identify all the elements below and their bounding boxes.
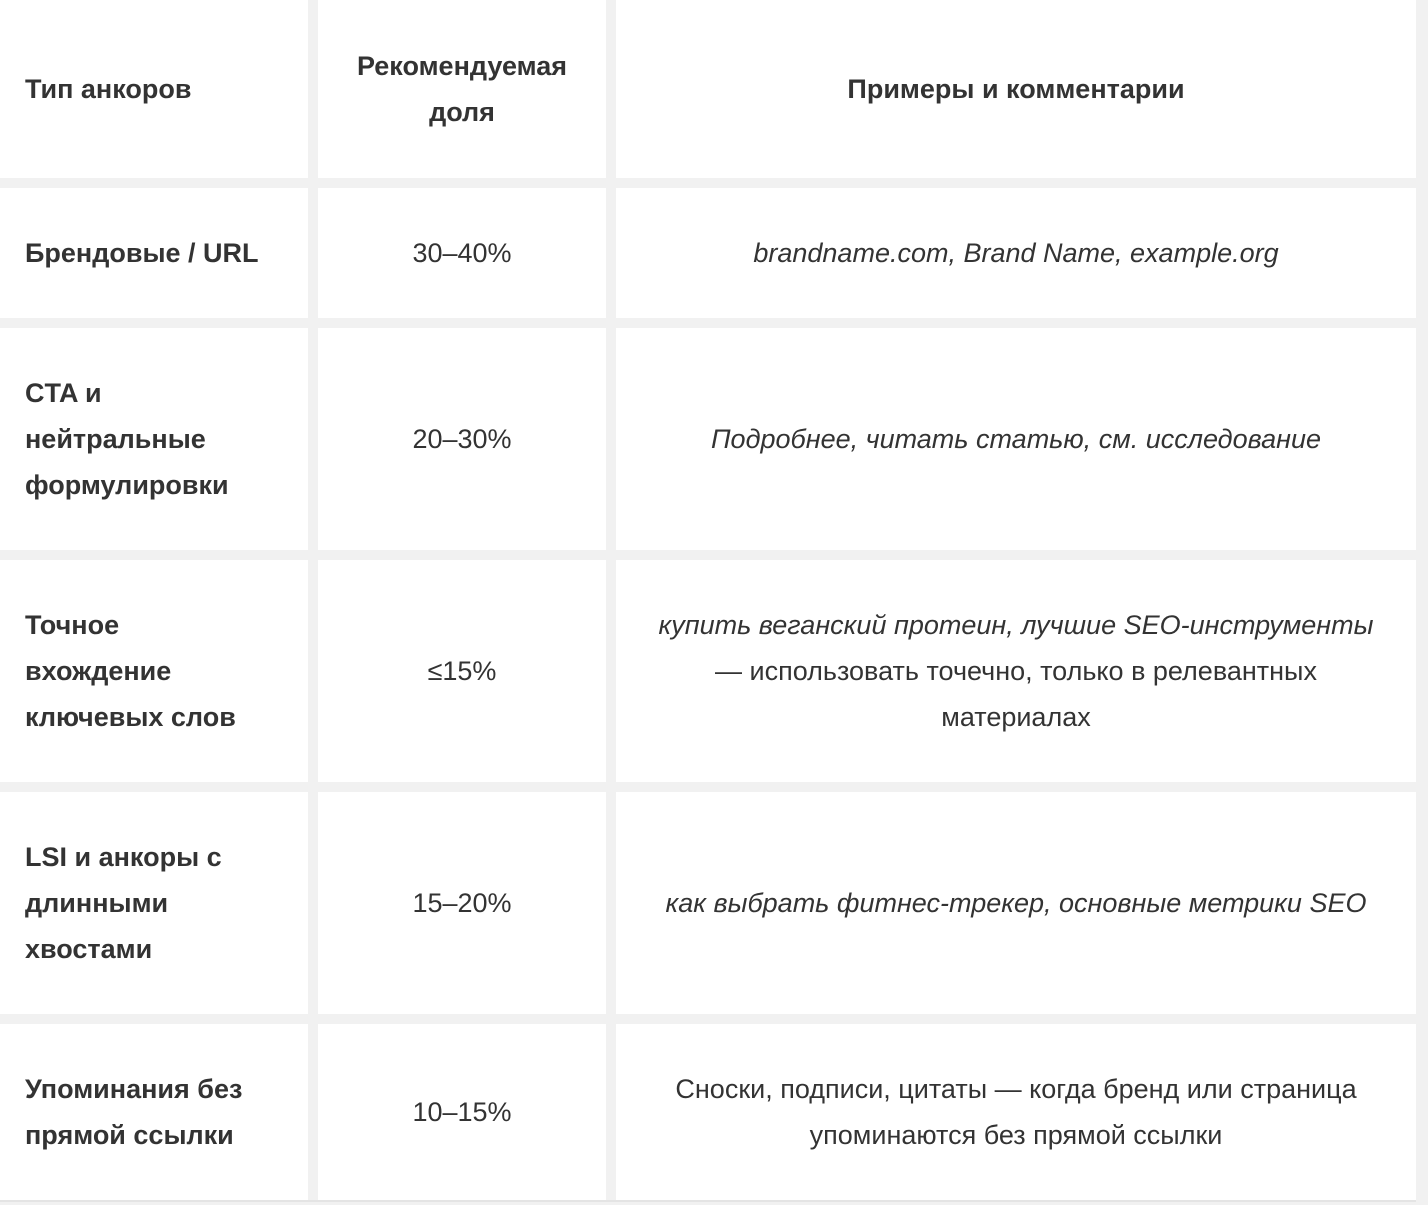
row-share — [318, 188, 606, 318]
examples-text — [666, 880, 1367, 926]
row-examples — [616, 328, 1416, 550]
share-value: ≤15% — [427, 656, 497, 686]
examples-text — [753, 230, 1278, 276]
row-anchor-type — [0, 792, 308, 1014]
row-share — [318, 792, 606, 1014]
anchor-type-text: LSI и анкоры с длинными хвостами — [25, 842, 222, 964]
row-anchor-type — [0, 328, 308, 550]
row-anchor-type — [0, 1024, 308, 1200]
anchor-type-text: Точное вхождение ключевых слов — [25, 610, 236, 732]
header-anchor-type-label: Тип анкоров — [25, 74, 192, 104]
row-share — [318, 560, 606, 782]
examples-text — [711, 416, 1321, 462]
share-value: 15–20% — [412, 888, 512, 918]
share-value: 10–15% — [412, 1097, 512, 1127]
example-anchors: Подробнее, читать статью, см. исследование — [710, 424, 1322, 454]
example-anchors: купить веганский протеин, лучшие SEO-инструменты — [658, 610, 1374, 640]
header-examples-comments — [616, 0, 1416, 178]
header-examples-comments-label: Примеры и комментарии — [847, 74, 1185, 104]
example-comment: Сноски, подписи, цитаты — когда бренд или страница упоминаются без прямой ссылки — [675, 1074, 1357, 1150]
row-examples — [616, 792, 1416, 1014]
row-examples — [616, 560, 1416, 782]
row-share — [318, 1024, 606, 1200]
row-examples — [616, 188, 1416, 318]
anchor-type-text: Брендовые / URL — [25, 238, 259, 268]
example-comment: — использовать точечно, только в релевантных материалах — [715, 656, 1317, 732]
example-anchors: brandname.com, Brand Name, example.org — [753, 238, 1279, 268]
examples-text — [641, 1066, 1391, 1158]
header-recommended-share — [318, 0, 606, 178]
table-bottom-border — [0, 1200, 1416, 1202]
header-anchor-type — [0, 0, 308, 178]
row-share — [318, 328, 606, 550]
anchor-type-text: Упоминания без прямой ссылки — [25, 1074, 243, 1150]
row-anchor-type — [0, 560, 308, 782]
row-examples — [616, 1024, 1416, 1200]
share-value: 20–30% — [412, 424, 512, 454]
examples-text — [646, 602, 1386, 740]
anchor-type-text: CTA и нейтральные формулировки — [25, 378, 229, 500]
row-anchor-type — [0, 188, 308, 318]
example-anchors: как выбрать фитнес-трекер, основные метрики SEO — [665, 888, 1367, 918]
header-recommended-share-label: Рекомендуемая доля — [356, 51, 568, 127]
share-value: 30–40% — [412, 238, 512, 268]
